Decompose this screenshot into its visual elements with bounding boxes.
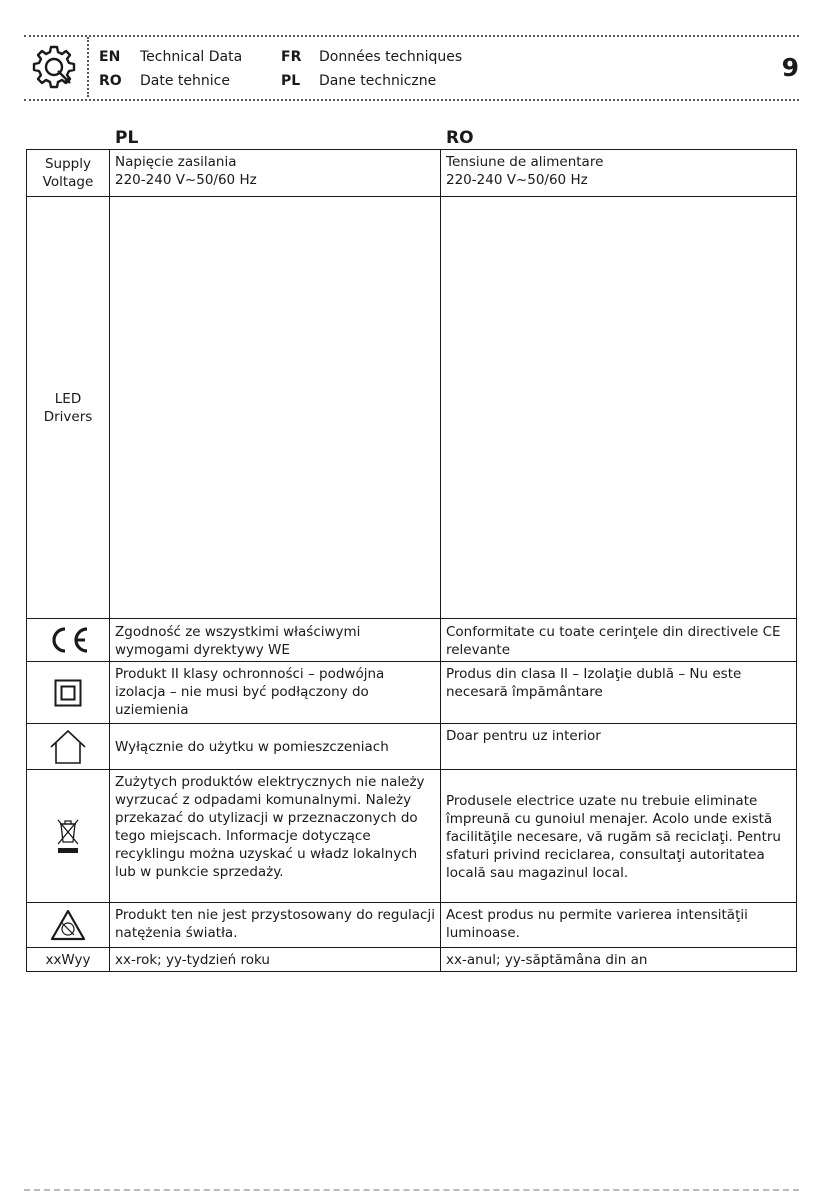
- cell-ro-indoor: Doar pentru uz interior: [441, 724, 797, 770]
- lang-title-pl: Dane techniczne: [319, 73, 437, 89]
- cell-ro-date-code: xx-anul; yy-săptămâna din an: [441, 948, 797, 972]
- row-label-led-drivers: LED Drivers: [27, 197, 110, 619]
- cell-ro-weee: Produsele electrice uzate nu trebuie eliminate împreună cu gunoiul menajer. Acolo unde există facilităţile necesare, vă rugăm să reciclaţi. Pentru sfaturi privind reciclarea, consultaţi autoritatea locală sau magazinul local.: [441, 770, 797, 903]
- house-icon: [48, 729, 88, 765]
- cell-pl-indoor: Wyłącznie do użytku w pomieszczeniach: [110, 724, 441, 770]
- cell-ro-supply-voltage: Tensiune de alimentare 220-240 V~50/60 Hz: [441, 150, 797, 197]
- table-row-indoor: [27, 724, 797, 770]
- lang-code-fr: FR: [281, 49, 302, 65]
- cell-pl-weee: Zużytych produktów elektrycznych nie należy wyrzucać z odpadami komunalnymi. Należy przekazać do utylizacji w przeznaczonych do tego miejscach. Informacje dotyczące recyklingu można uzyskać u władz lokalnych lub w punkcie sprzedaży.: [110, 770, 441, 903]
- cell-pl-ce: Zgodność ze wszystkimi właściwymi wymogami dyrektywy WE: [110, 619, 441, 662]
- lang-title-ro: Date tehnice: [140, 73, 230, 89]
- table-row-class-ii: [27, 662, 797, 724]
- table-row-weee: [27, 770, 797, 903]
- row-label-date-code: xxWyy: [27, 948, 110, 972]
- cell-pl-led-drivers: [110, 197, 441, 619]
- table-row-led-drivers: [27, 197, 797, 619]
- no-dimming-icon: [50, 909, 86, 941]
- header-top-rule: [24, 35, 799, 37]
- header-divider: [87, 37, 89, 97]
- cell-pl-supply-voltage: Napięcie zasilania 220-240 V~50/60 Hz: [110, 150, 441, 197]
- row-label-supply-voltage: Supply Voltage: [27, 150, 110, 197]
- lang-code-pl: PL: [281, 73, 301, 89]
- table-row-no-dimming: [27, 903, 797, 948]
- cell-ro-ce: Conformitate cu toate cerinţele din directivele CE relevante: [441, 619, 797, 662]
- page-bottom-rule: [24, 1189, 799, 1191]
- ce-mark-icon: [45, 626, 91, 654]
- gear-wrench-icon: [30, 43, 78, 91]
- lang-code-ro: RO: [99, 73, 122, 89]
- tech-data-table: [26, 149, 797, 972]
- table-row-supply-voltage: [27, 150, 797, 197]
- cell-ro-led-drivers: [441, 197, 797, 619]
- crossed-bin-icon: [55, 816, 81, 856]
- cell-pl-no-dimming: Produkt ten nie jest przystosowany do regulacji natężenia światła.: [110, 903, 441, 948]
- cell-ro-no-dimming: Acest produs nu permite varierea intensităţii luminoase.: [441, 903, 797, 948]
- cell-pl-class-ii: Produkt II klasy ochronności – podwójna izolacja – nie musi być podłączony do uziemienia: [110, 662, 441, 724]
- lang-title-en: Technical Data: [140, 49, 243, 65]
- column-heading-ro: RO: [446, 128, 474, 148]
- lang-title-fr: Données techniques: [319, 49, 463, 65]
- cell-ro-class-ii: Produs din clasa II – Izolaţie dublă – Nu este necesară împământare: [441, 662, 797, 724]
- table-row-date-code: [27, 948, 797, 972]
- page-number: 9: [781, 53, 799, 82]
- table-row-ce: [27, 619, 797, 662]
- double-square-icon: [54, 679, 82, 707]
- header-bottom-rule: [24, 99, 799, 101]
- lang-code-en: EN: [99, 49, 121, 65]
- cell-pl-date-code: xx-rok; yy-tydzień roku: [110, 948, 441, 972]
- column-heading-pl: PL: [115, 128, 139, 148]
